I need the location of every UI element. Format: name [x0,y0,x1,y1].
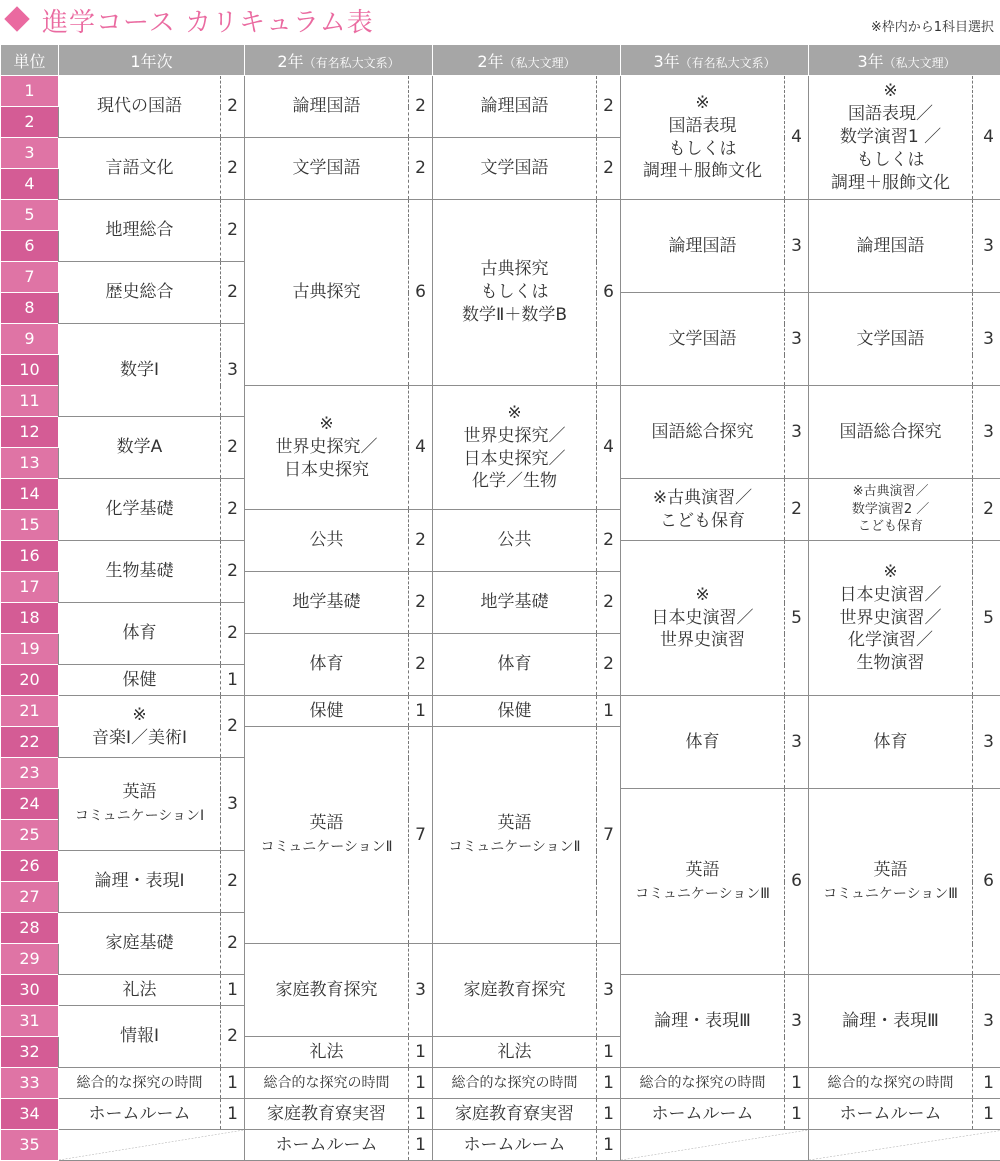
credit-cell: 3 [597,944,621,1037]
empty-cell [809,1130,1000,1161]
credit-cell: 6 [409,200,433,386]
credit-cell: 1 [409,1130,433,1161]
subject-cell: ※古典演習／ こども保育 [621,479,785,541]
credit-cell: 3 [973,975,1000,1068]
unit-cell: 34 [1,1099,59,1130]
credit-cell: 3 [221,758,245,851]
subject-cell: ホームルーム [809,1099,973,1130]
unit-cell: 25 [1,820,59,851]
unit-cell: 3 [1,138,59,169]
unit-cell: 22 [1,727,59,758]
title-bar [0,0,1000,44]
credit-cell: 1 [221,975,245,1006]
credit-cell: 1 [409,696,433,727]
credit-cell: 1 [221,665,245,696]
credit-cell: 3 [785,293,809,386]
unit-cell: 24 [1,789,59,820]
header-year3-bunkei: 3年（有名私大文系） [621,45,809,76]
unit-cell: 33 [1,1068,59,1099]
subject-cell: ※ 日本史演習／ 世界史演習／ 化学演習／ 生物演習 [809,541,973,696]
subject-cell: 文学国語 [809,293,973,386]
subject-cell: 英語 コミュニケーションⅢ [809,789,973,975]
unit-cell: 26 [1,851,59,882]
subject-cell: 論理国語 [433,76,597,138]
subject-cell: 情報Ⅰ [59,1006,221,1068]
subject-cell: ホームルーム [433,1130,597,1161]
unit-cell: 4 [1,169,59,200]
subject-cell: 体育 [809,696,973,789]
curriculum-table [0,44,1000,1161]
unit-cell: 11 [1,386,59,417]
header-year2-bunkei: 2年（有名私大文系） [245,45,433,76]
subject-cell: 地学基礎 [433,572,597,634]
subject-cell: 英語 コミュニケーションⅡ [433,727,597,944]
curriculum-table-wrap [0,44,1000,1161]
header-unit: 単位 [1,45,59,76]
page-title: 進学コース カリキュラム表 [42,8,374,38]
credit-cell: 4 [785,76,809,200]
unit-cell: 15 [1,510,59,541]
credit-cell: 3 [785,696,809,789]
subject-cell: 地理総合 [59,200,221,262]
credit-cell: 2 [597,138,621,200]
credit-cell: 6 [597,200,621,386]
subject-cell: 文学国語 [621,293,785,386]
credit-cell: 6 [785,789,809,975]
header-year1: 1年次 [59,45,245,76]
credit-cell: 2 [597,572,621,634]
unit-cell: 28 [1,913,59,944]
credit-cell: 1 [597,1068,621,1099]
credit-cell: 5 [785,541,809,696]
credit-cell: 2 [221,696,245,758]
credit-cell: 1 [597,1037,621,1068]
subject-cell: ※ 日本史演習／ 世界史演習 [621,541,785,696]
unit-cell: 1 [1,76,59,107]
subject-cell: 体育 [433,634,597,696]
subject-cell: 総合的な探究の時間 [433,1068,597,1099]
subject-cell: ※ 世界史探究／ 日本史探究 [245,386,409,510]
subject-cell: 言語文化 [59,138,221,200]
subject-cell: 現代の国語 [59,76,221,138]
credit-cell: 1 [409,1068,433,1099]
credit-cell: 3 [785,975,809,1068]
unit-cell: 21 [1,696,59,727]
credit-cell: 2 [409,510,433,572]
credit-cell: 1 [597,696,621,727]
unit-cell: 19 [1,634,59,665]
credit-cell: 1 [785,1068,809,1099]
credit-cell: 3 [221,324,245,417]
credit-cell: 2 [221,913,245,975]
credit-cell: 2 [973,479,1000,541]
unit-cell: 5 [1,200,59,231]
unit-cell: 10 [1,355,59,386]
credit-cell: 2 [221,1006,245,1068]
subject-cell: 論理国語 [809,200,973,293]
unit-cell: 14 [1,479,59,510]
credit-cell: 2 [221,603,245,665]
subject-cell: 家庭教育探究 [433,944,597,1037]
credit-cell: 1 [409,1037,433,1068]
unit-cell: 8 [1,293,59,324]
credit-cell: 6 [973,789,1000,975]
subject-cell: 総合的な探究の時間 [809,1068,973,1099]
credit-cell: 1 [973,1099,1000,1130]
subject-cell: 国語総合探究 [621,386,785,479]
subject-cell: 家庭教育探究 [245,944,409,1037]
subject-cell: 保健 [245,696,409,727]
credit-cell: 3 [973,293,1000,386]
subject-cell: 英語 コミュニケーションⅡ [245,727,409,944]
subject-cell: 保健 [433,696,597,727]
credit-cell: 2 [597,510,621,572]
credit-cell: 2 [221,417,245,479]
header-year2-bunri: 2年（私大文理） [433,45,621,76]
credit-cell: 2 [221,262,245,324]
subject-cell: 地学基礎 [245,572,409,634]
credit-cell: 7 [597,727,621,944]
subject-cell: 国語総合探究 [809,386,973,479]
empty-cell [59,1130,245,1161]
credit-cell: 1 [221,1068,245,1099]
header-year3-bunri: 3年（私大文理） [809,45,1000,76]
subject-cell: ホームルーム [621,1099,785,1130]
subject-cell: 英語 コミュニケーションⅢ [621,789,785,975]
subject-cell: 論理・表現Ⅲ [809,975,973,1068]
unit-cell: 13 [1,448,59,479]
unit-cell: 32 [1,1037,59,1068]
subject-cell: 公共 [433,510,597,572]
subject-cell: 数学Ⅰ [59,324,221,417]
unit-cell: 17 [1,572,59,603]
credit-cell: 2 [597,634,621,696]
credit-cell: 2 [597,76,621,138]
subject-cell: 礼法 [245,1037,409,1068]
credit-cell: 5 [973,541,1000,696]
subject-cell: 論理国語 [621,200,785,293]
subject-cell: 文学国語 [433,138,597,200]
unit-cell: 9 [1,324,59,355]
subject-cell: 化学基礎 [59,479,221,541]
subject-cell: 論理国語 [245,76,409,138]
diamond-icon [4,6,29,31]
empty-cell [621,1130,809,1161]
unit-cell: 16 [1,541,59,572]
subject-cell: 家庭教育寮実習 [433,1099,597,1130]
subject-cell: 礼法 [433,1037,597,1068]
subject-cell: 家庭教育寮実習 [245,1099,409,1130]
unit-cell: 27 [1,882,59,913]
subject-cell: 古典探究 もしくは 数学Ⅱ＋数学B [433,200,597,386]
credit-cell: 4 [409,386,433,510]
credit-cell: 2 [221,541,245,603]
diagonal-line [59,1130,244,1160]
credit-cell: 2 [221,479,245,541]
subject-cell: 総合的な探究の時間 [621,1068,785,1099]
subject-cell: 歴史総合 [59,262,221,324]
unit-cell: 30 [1,975,59,1006]
subject-cell: 論理・表現Ⅰ [59,851,221,913]
credit-cell: 2 [409,572,433,634]
subject-cell: 論理・表現Ⅲ [621,975,785,1068]
subject-cell: 体育 [59,603,221,665]
credit-cell: 2 [785,479,809,541]
unit-cell: 23 [1,758,59,789]
subject-cell: 総合的な探究の時間 [59,1068,221,1099]
credit-cell: 1 [597,1099,621,1130]
credit-cell: 1 [973,1068,1000,1099]
credit-cell: 1 [221,1099,245,1130]
credit-cell: 3 [973,386,1000,479]
credit-cell: 2 [221,76,245,138]
subject-cell: 保健 [59,665,221,696]
credit-cell: 3 [973,696,1000,789]
subject-cell: ※ 国語表現 もしくは 調理＋服飾文化 [621,76,785,200]
unit-cell: 29 [1,944,59,975]
unit-cell: 7 [1,262,59,293]
diagonal-line [809,1130,1000,1160]
credit-cell: 2 [409,634,433,696]
subject-cell: ※ 世界史探究／ 日本史探究／ 化学／生物 [433,386,597,510]
subject-cell: 家庭基礎 [59,913,221,975]
subject-cell: ※ 音楽Ⅰ／美術Ⅰ [59,696,221,758]
subject-cell: 体育 [621,696,785,789]
credit-cell: 4 [597,386,621,510]
diagonal-line [621,1130,808,1160]
subject-cell: 古典探究 [245,200,409,386]
unit-cell: 31 [1,1006,59,1037]
credit-cell: 2 [409,76,433,138]
unit-cell: 2 [1,107,59,138]
subject-cell: 体育 [245,634,409,696]
credit-cell: 3 [409,944,433,1037]
subject-cell: 文学国語 [245,138,409,200]
credit-cell: 2 [221,138,245,200]
unit-cell: 18 [1,603,59,634]
credit-cell: 2 [221,851,245,913]
subject-cell: 公共 [245,510,409,572]
selection-note: ※枠内から1科目選択 [870,20,994,35]
credit-cell: 3 [973,200,1000,293]
subject-cell: 生物基礎 [59,541,221,603]
credit-cell: 7 [409,727,433,944]
unit-cell: 12 [1,417,59,448]
credit-cell: 1 [597,1130,621,1161]
subject-cell: ※古典演習／ 数学演習2 ／ こども保育 [809,479,973,541]
credit-cell: 1 [409,1099,433,1130]
subject-cell: 総合的な探究の時間 [245,1068,409,1099]
credit-cell: 3 [785,386,809,479]
subject-cell: ※ 国語表現／ 数学演習1 ／ もしくは 調理＋服飾文化 [809,76,973,200]
subject-cell: ホームルーム [59,1099,221,1130]
subject-cell: 礼法 [59,975,221,1006]
subject-cell: ホームルーム [245,1130,409,1161]
subject-cell: 英語 コミュニケーションⅠ [59,758,221,851]
credit-cell: 3 [785,200,809,293]
credit-cell: 2 [409,138,433,200]
credit-cell: 1 [785,1099,809,1130]
unit-cell: 35 [1,1130,59,1161]
credit-cell: 2 [221,200,245,262]
unit-cell: 20 [1,665,59,696]
subject-cell: 数学A [59,417,221,479]
credit-cell: 4 [973,76,1000,200]
header-row [1,45,1000,76]
unit-cell: 6 [1,231,59,262]
